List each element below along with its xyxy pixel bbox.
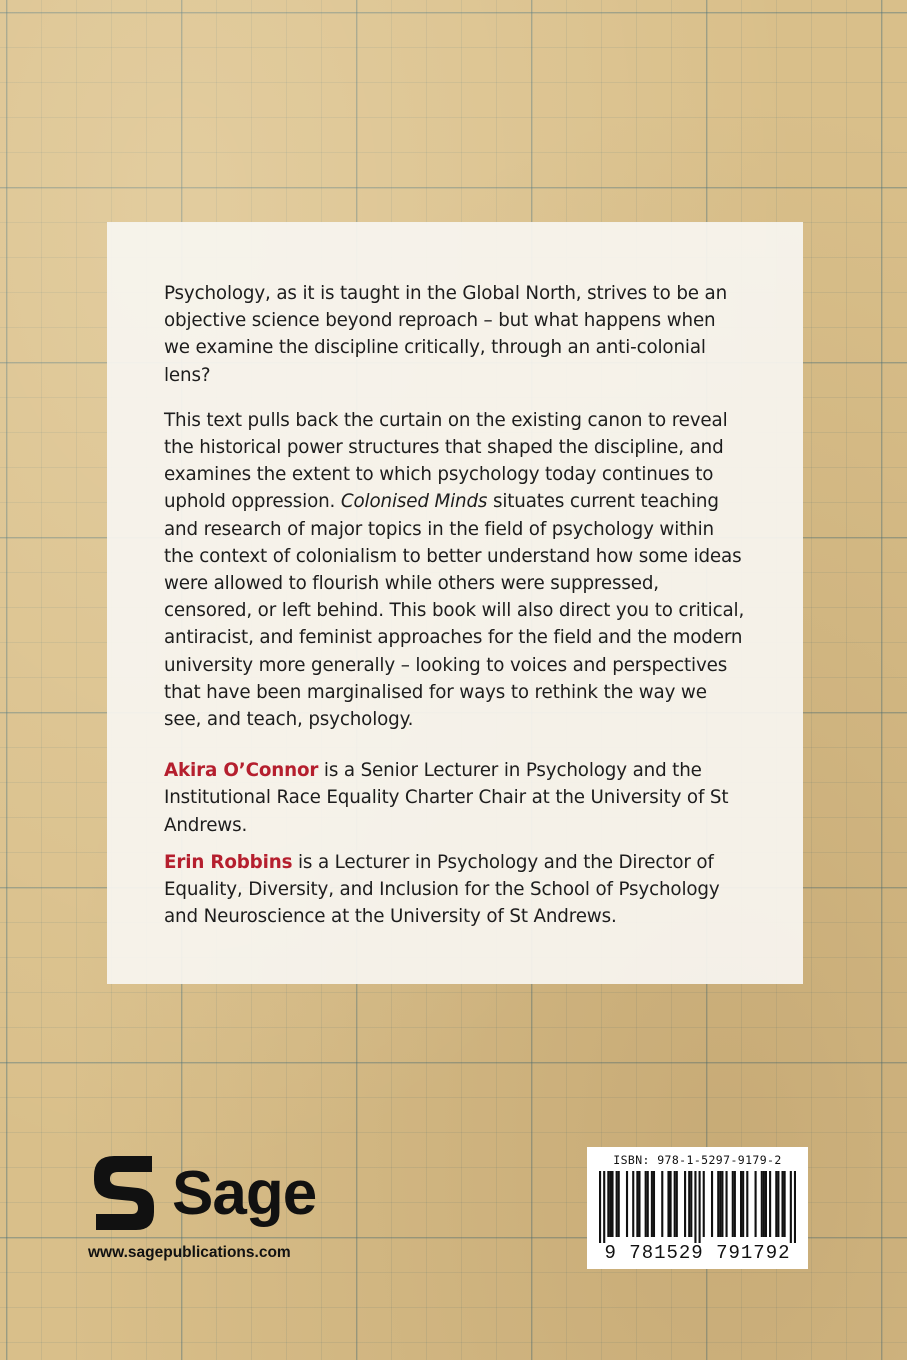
barcode-bar: [651, 1171, 653, 1237]
barcode-bar: [690, 1171, 692, 1237]
sage-s-logo-icon: [88, 1150, 160, 1236]
barcode-bar: [725, 1171, 727, 1237]
isbn-label: ISBN: 978-1-5297-9179-2: [613, 1153, 782, 1167]
barcode-bar: [607, 1171, 609, 1237]
barcode-bar: [609, 1171, 611, 1237]
barcode-bar: [676, 1171, 678, 1237]
barcode-bar: [661, 1171, 663, 1237]
barcode-bar: [611, 1171, 613, 1237]
barcode-bar: [670, 1171, 672, 1237]
author-name: Akira O’Connor: [164, 760, 319, 782]
blurb-paragraph-2: [164, 407, 747, 733]
barcode-bar: [740, 1171, 742, 1237]
barcode-bar: [674, 1171, 676, 1237]
barcode-bar: [703, 1171, 705, 1237]
barcode-bar: [684, 1171, 686, 1237]
barcode-bar: [719, 1171, 721, 1237]
barcode-bars: [599, 1171, 796, 1243]
barcode-bar: [599, 1171, 601, 1243]
isbn-barcode: [587, 1147, 808, 1269]
author-bio: [164, 757, 747, 839]
book-title-italic: Colonised Minds: [340, 491, 488, 513]
barcode-bar: [638, 1171, 640, 1237]
publisher-url: www.sagepublications.com: [88, 1244, 291, 1261]
barcode-bar: [784, 1171, 786, 1237]
barcode-bar: [777, 1171, 779, 1237]
barcode-bar: [645, 1171, 647, 1237]
barcode-bar: [618, 1171, 620, 1237]
author-bio-text: is a Senior Lecturer in Psychology and the Institutional Race Equality Charter Chair at the University of St Andrews.: [164, 760, 729, 836]
author-bios: [164, 757, 747, 930]
barcode-bar: [732, 1171, 734, 1237]
barcode-bar: [711, 1171, 713, 1237]
barcode-bar: [781, 1171, 783, 1237]
author-name: Erin Robbins: [164, 851, 293, 873]
blurb-text: [164, 280, 747, 930]
barcode-bar: [761, 1171, 763, 1237]
blurb-paragraph-2-start: This text pulls back the curtain on the existing canon to reveal the historical power structures that shaped the discipline, and examines the extent to which psychology today continues to uphold oppression.: [164, 409, 728, 513]
blurb-panel: [107, 222, 803, 984]
barcode-bar: [653, 1171, 655, 1237]
barcode-bar: [647, 1171, 649, 1237]
barcode-bar: [746, 1171, 748, 1237]
barcode-bar: [603, 1171, 605, 1243]
barcode-bar: [699, 1171, 701, 1243]
barcode-digits: 9 781529 791792: [604, 1242, 791, 1264]
publisher-name: Sage: [172, 1159, 317, 1228]
barcode-bar: [742, 1171, 744, 1237]
barcode-bar: [688, 1171, 690, 1237]
barcode-bar: [632, 1171, 634, 1237]
blurb-paragraph-2-end: situates current teaching and research of major topics in the field of psychology within the context of colonialism to better understand how some ideas were allowed to flourish while others were suppressed, censored, or left behind. This book will also direct you to critical, antiracist, and feminist approaches for the field and the modern university more generally – looking to voices and perspectives that have been marginalised for ways to rethink the way we see, and teach, psychology.: [164, 491, 745, 731]
barcode-bar: [667, 1171, 669, 1237]
barcode-bar: [721, 1171, 723, 1237]
author-bio: [164, 849, 747, 931]
publisher-logo: [88, 1150, 348, 1270]
barcode-bar: [794, 1171, 796, 1243]
barcode-bar: [763, 1171, 765, 1237]
barcode-bar: [790, 1171, 792, 1243]
barcode-bar: [616, 1171, 618, 1237]
barcode-bar: [775, 1171, 777, 1237]
barcode-bar: [636, 1171, 638, 1237]
barcode-bar: [765, 1171, 767, 1237]
barcode-bar: [755, 1171, 757, 1237]
barcode-bar: [694, 1171, 696, 1243]
blurb-paragraph-1: Psychology, as it is taught in the Global North, strives to be an objective science beyond reproach – but what happens when we examine the discipline critically, through an anti-colonial lens?: [164, 283, 728, 386]
barcode-bar: [717, 1171, 719, 1237]
barcode-bar: [626, 1171, 628, 1237]
barcode-bar: [769, 1171, 771, 1237]
author-bio-text: is a Lecturer in Psychology and the Director of Equality, Diversity, and Inclusion for the School of Psychology and Neuroscience at the University of St Andrews.: [164, 851, 720, 928]
barcode-bar: [734, 1171, 736, 1237]
